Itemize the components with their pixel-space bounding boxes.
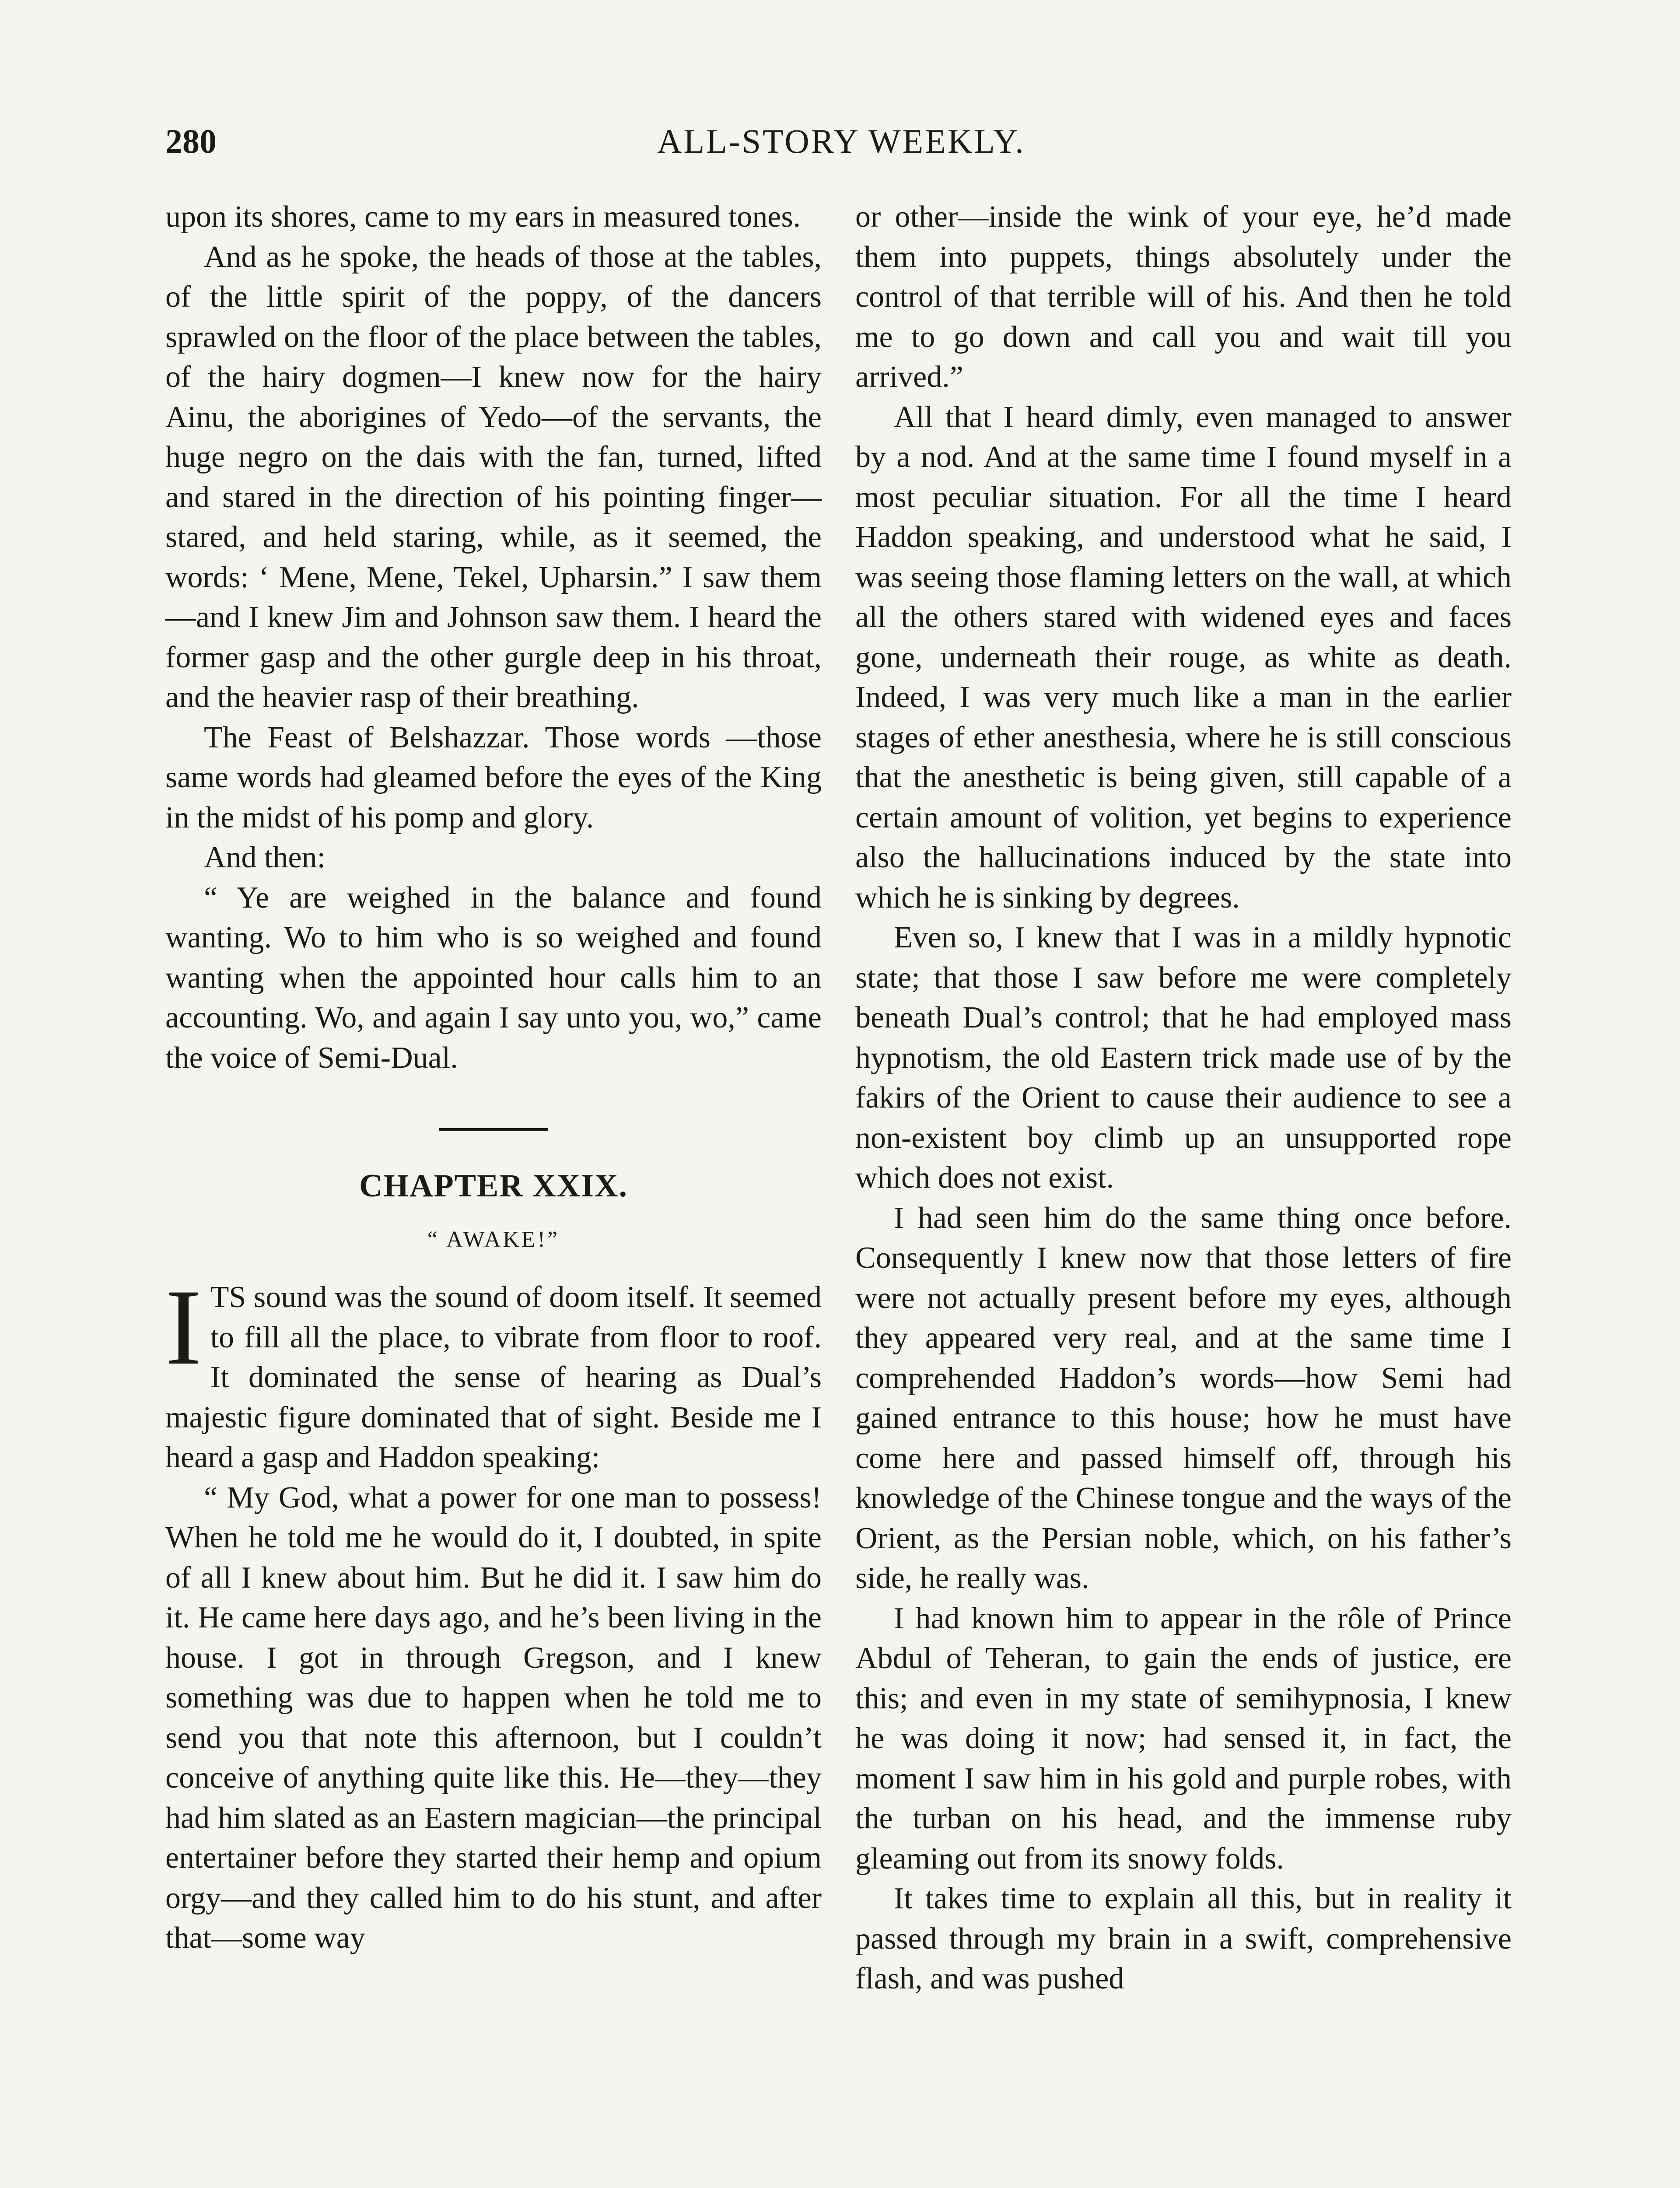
page-number: 280 [165, 122, 217, 160]
paragraph: All that I heard dimly, even managed to answer by a nod. And at the same time I found myself in a most peculiar situation. For all the time I heard Haddon speaking, and understood what he said, I was seeing those flaming letters on the wall, at which all the others stared with widened eyes and faces gone, underneath their rouge, as white as death. Indeed, I was very much like a man in the earlier stages of ether anesthesia, where he is still conscious that the anesthetic is being given, still capable of a certain amount of volition, yet begins to experience also the hallucinations induced by the state into which he is sinking by degrees. [855, 400, 1512, 915]
drop-cap: I [165, 1267, 202, 1387]
opening-paragraph-text: TS sound was the sound of doom itself. It seemed to fill all the place, to vibrate from floor to roof. It dominated the sense of hearing as Dual’s majestic figure dominated that of sight. Beside me I heard a gasp and Haddon speaking: [165, 1280, 822, 1474]
right-column [855, 197, 1512, 1999]
paragraph: “ Ye are weighed in the balance and found wanting. Wo to him who is so weighed and found wanting when the appointed hour calls him to an accounting. Wo, and again I say unto you, wo,” came the voice of Semi-Dual. [165, 880, 822, 1075]
paragraph: It takes time to explain all this, but in reality it passed through my brain in a swift, comprehensive flash, and was pushed [855, 1882, 1512, 1995]
paragraph: And then: [204, 841, 326, 874]
paragraph: “ My God, what a power for one man to possess! When he told me he would do it, I doubted, in spite of all I knew about him. But he did it. I saw him do it. He came here days ago, and he’s been living in the house. I got in through Gregson, and I knew something was due to happen when he told me to send you that note this afternoon, but I couldn’t conceive of anything quite like this. He—they—they had him slated as an Eastern magician—the principal entertainer before they started their hemp and opium orgy—and they called him to do his stunt, and after that—some way [165, 1480, 822, 1955]
chapter-subtitle: “ AWAKE!” [427, 1227, 560, 1252]
section-divider [439, 1128, 548, 1131]
paragraph: or other—inside the wink of your eye, he’d made them into puppets, things absolutely under the control of that terrible will of his. And then he told me to go down and call you and wait till you arrived.” [855, 200, 1512, 394]
page-header [165, 117, 1517, 165]
opening-paragraph [165, 1267, 822, 1478]
running-head: ALL-STORY WEEKLY. [657, 122, 1026, 160]
paragraph: Even so, I knew that I was in a mildly hypnotic state; that those I saw before me were completely beneath Dual’s control; that he had employed mass hypnotism, the old Eastern trick made use of by the fakirs of the Orient to cause their audience to see a non-existent boy climb up an unsupported rope which does not exist. [855, 921, 1512, 1195]
left-column [165, 197, 822, 1958]
paragraph: I had seen him do the same thing once before. Consequently I knew now that those letters of fire were not actually present before my eyes, although they appeared very real, and at the same time I comprehended Haddon’s words—how Semi had gained entrance to this house; how he must have come here and passed himself off, through his knowledge of the Chinese tongue and the ways of the Orient, as the Persian noble, which, on his father’s side, he really was. [855, 1201, 1512, 1595]
paragraph: upon its shores, came to my ears in measured tones. [165, 200, 801, 234]
paragraph: I had known him to appear in the rôle of Prince Abdul of Teheran, to gain the ends of justice, ere this; and even in my state of semihypnosia, I knew he was doing it now; had sensed it, in fact, the moment I saw him in his gold and purple robes, with the turban on his head, and the immense ruby gleaming out from its snowy folds. [855, 1601, 1512, 1876]
paragraph: And as he spoke, the heads of those at the tables, of the little spirit of the poppy, of the dancers sprawled on the floor of the place between the tables, of the hairy dogmen—I knew now for the hairy Ainu, the aborigines of Yedo—of the servants, the huge negro on the dais with the fan, turned, lifted and stared in the direction of his pointing finger—stared, and held staring, while, as it seemed, the words: ‘ Mene, Mene, Tekel, Upharsin.” I saw them—and I knew Jim and Johnson saw them. I heard the former gasp and the other gurgle deep in his throat, and the heavier rasp of their breathing. [165, 240, 822, 714]
paragraph: The Feast of Belshazzar. Those words —those same words had gleamed before the eyes of the King in the midst of his pomp and glory. [165, 720, 822, 835]
chapter-title: CHAPTER XXIX. [359, 1168, 628, 1204]
